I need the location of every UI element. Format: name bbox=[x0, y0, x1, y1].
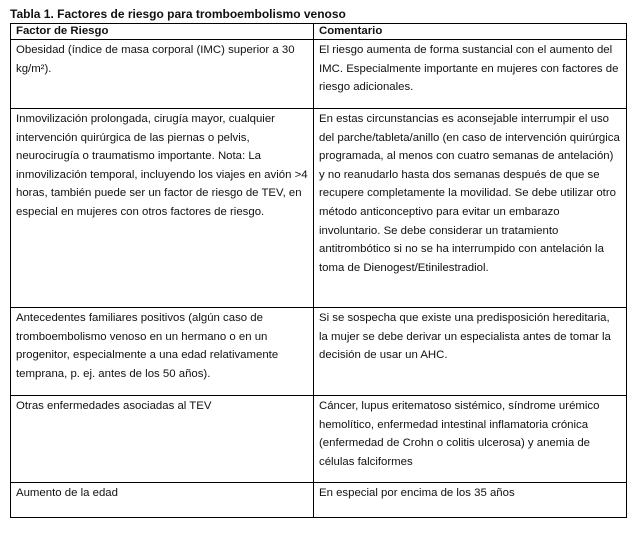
header-comment: Comentario bbox=[314, 24, 627, 40]
risk-factor-cell: Obesidad (índice de masa corporal (IMC) superior a 30 kg/m²). bbox=[11, 40, 314, 109]
risk-factors-table bbox=[10, 23, 627, 518]
table-row bbox=[11, 396, 627, 483]
risk-factor-cell: Aumento de la edad bbox=[11, 483, 314, 518]
table-header-row bbox=[11, 24, 627, 40]
risk-factor-cell: Antecedentes familiares positivos (algún caso de tromboembolismo venoso en un hermano o en un progenitor, especialmente a una edad relativamente temprana, p. ej. antes de los 50 años). bbox=[11, 308, 314, 396]
comment-cell: Cáncer, lupus eritematoso sistémico, síndrome urémico hemolítico, enfermedad intestinal inflamatoria crónica (enfermedad de Crohn o colitis ulcerosa) y anemia de células falciformes bbox=[314, 396, 627, 483]
comment-cell: En estas circunstancias es aconsejable interrumpir el uso del parche/tableta/anillo (en caso de intervención quirúrgica programada, al menos con cuatro semanas de antelación) y no reanudarlo hasta dos semanas después de que se recupere completamente la movilidad. Se debe utilizar otro método anticonceptivo para evitar un embarazo involuntario. Se debe considerar un tratamiento antitrombótico si no se ha interrumpido con antelación la toma de Dienogest/Etinilestradiol. bbox=[314, 109, 627, 308]
comment-cell: En especial por encima de los 35 años bbox=[314, 483, 627, 518]
header-risk-factor: Factor de Riesgo bbox=[11, 24, 314, 40]
table-row bbox=[11, 308, 627, 396]
risk-factor-cell: Inmovilización prolongada, cirugía mayor, cualquier intervención quirúrgica de las piernas o pelvis, neurocirugía o traumatismo importante. Nota: La inmovilización temporal, incluyendo los viajes en avión >4 horas, también puede ser un factor de riesgo de TEV, en especial en mujeres con otros factores de riesgo. bbox=[11, 109, 314, 308]
table-row bbox=[11, 109, 627, 308]
comment-cell: Si se sospecha que existe una predisposición hereditaria, la mujer se debe derivar un especialista antes de tomar la decisión de usar un AHC. bbox=[314, 308, 627, 396]
table-title: Tabla 1. Factores de riesgo para tromboembolismo venoso bbox=[10, 7, 346, 21]
comment-cell: El riesgo aumenta de forma sustancial con el aumento del IMC. Especialmente importante en mujeres con factores de riesgo adicionales. bbox=[314, 40, 627, 109]
risk-factor-cell: Otras enfermedades asociadas al TEV bbox=[11, 396, 314, 483]
table-row bbox=[11, 40, 627, 109]
table-row bbox=[11, 483, 627, 518]
